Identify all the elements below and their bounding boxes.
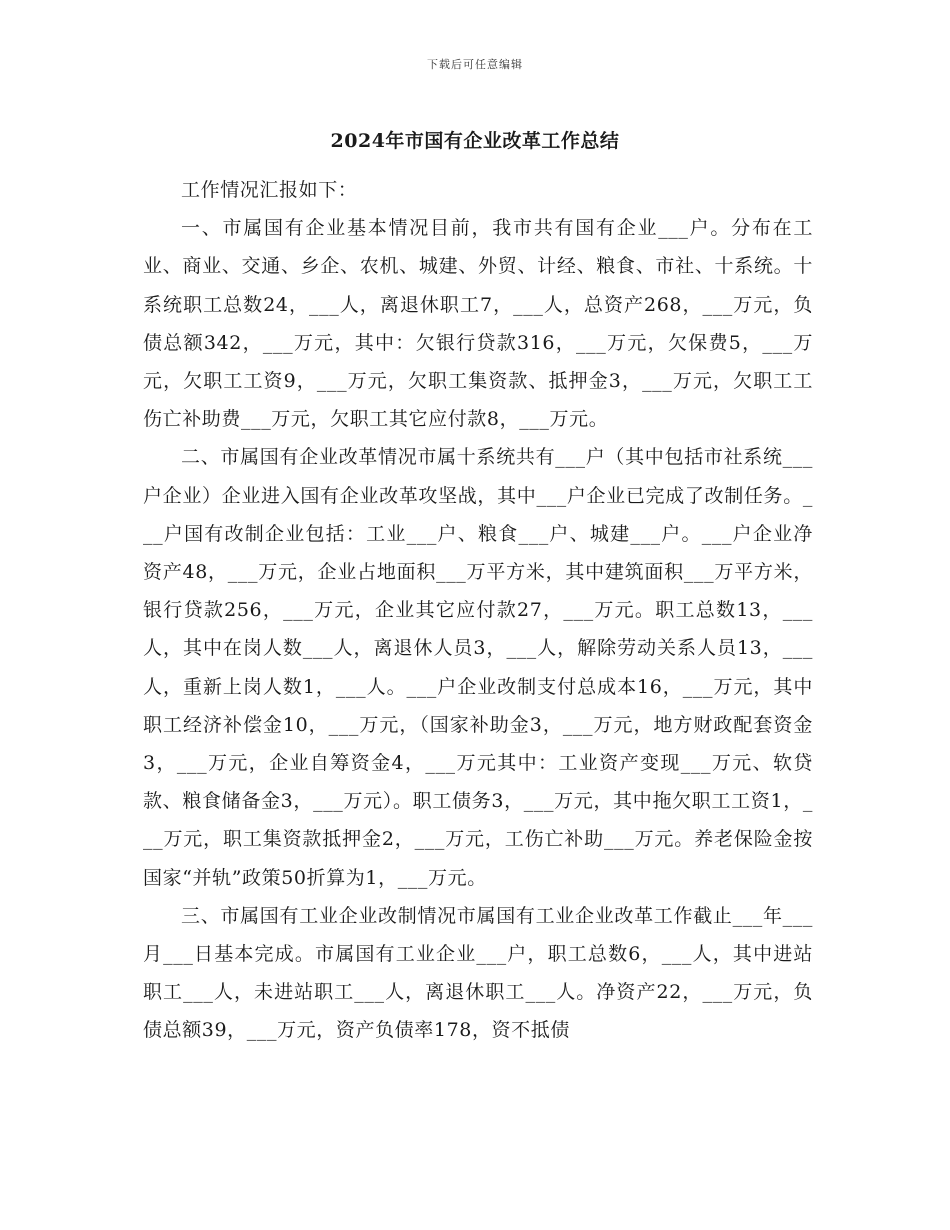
paragraph-section-3: 三、市属国有工业企业改制情况市属国有工业企业改革工作截止___年___月___日基本完成。市属国有工业企业___户，职工总数6，___人，其中进站职工___人，未进站职工___人，离退休职工___人。净资产22，___万元，负债总额39，___万元，资产负债率178，资不抵债 [143, 904, 813, 1042]
page-header-note: 下载后可任意编辑 [427, 58, 523, 71]
document-title: 2024年市国有企业改革工作总结 [330, 130, 620, 152]
paragraph-section-2: 二、市属国有企业改革情况市属十系统共有___户（其中包括市社系统___户企业）企业进入国有企业改革攻坚战，其中___户企业已完成了改制任务。___户国有改制企业包括：工业___户、粮食___户、城建___户。___户企业净资产48，___万元，企业占地面积___万平方米，其中建筑面积___万平方米，银行贷款256，___万元，企业其它应付款27，___万元。职工总数13，___人，其中在岗人数___人，离退休人员3，___人，解除劳动关系人员13，___人，重新上岗人数1，___人。___户企业改制支付总成本16，___万元，其中职工经济补偿金10，___万元，（国家补助金3，___万元，地方财政配套资金3，___万元，企业自筹资金4，___万元其中：工业资产变现___万元、软贷款、粮食储备金3，___万元）。职工债务3，___万元，其中拖欠职工工资1，___万元，职工集资款抵押金2，___万元，工伤亡补助___万元。养老保险金按国家“并轨”政策50折算为1，___万元。 [143, 446, 814, 889]
document-body [143, 171, 813, 1050]
paragraph-section-1: 一、市属国有企业基本情况目前，我市共有国有企业___户。分布在工业、商业、交通、乡企、农机、城建、外贸、计经、粮食、市社、十系统。十系统职工总数24，___人，离退休职工7，___人，总资产268，___万元，负债总额342，___万元，其中：欠银行贷款316，___万元，欠保费5，___万元，欠职工工资9，___万元，欠职工集资款、抵押金3，___万元，欠职工工伤亡补助费___万元，欠职工其它应付款8，___万元。 [143, 217, 813, 431]
paragraph-intro: 工作情况汇报如下： [181, 179, 358, 201]
